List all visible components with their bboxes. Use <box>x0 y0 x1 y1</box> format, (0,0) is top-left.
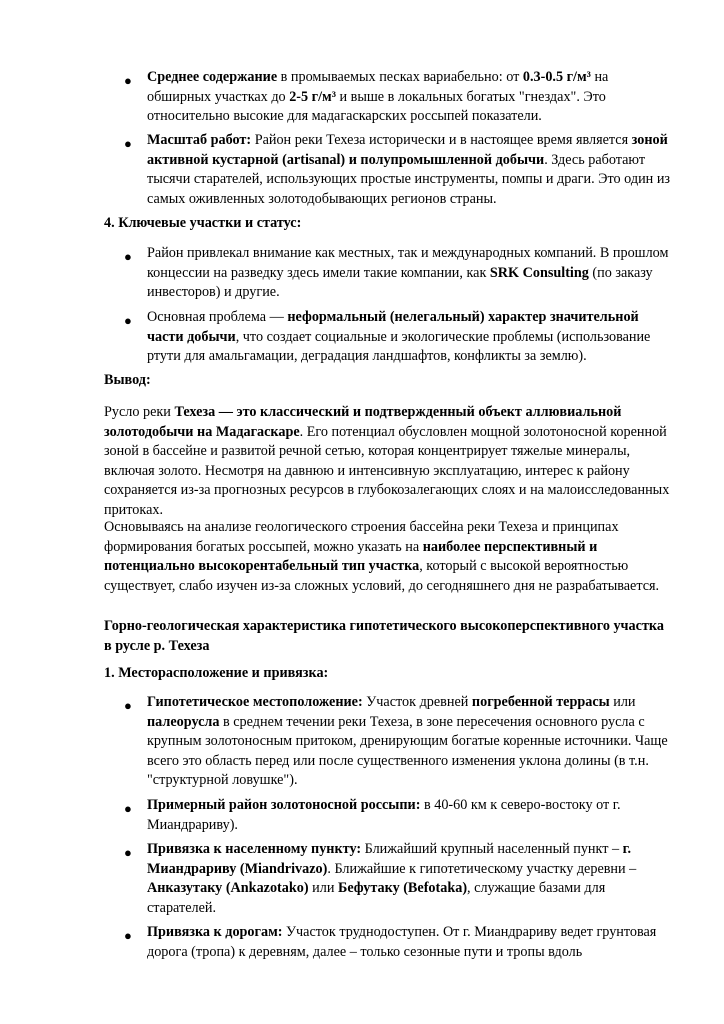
bullet-marker: ● <box>124 73 132 88</box>
bullet-marker: ● <box>124 136 132 151</box>
heading-key-sites: 4. Ключевые участки и статус: <box>104 215 302 231</box>
list-item-hypothetical-location: Гипотетическое местоположение: Участок древней погребенной террасы или палеорусла в среднем течении реки Техеза, в зоне пересечения основного русла с крупным золотоносным притоком, дренирующим богатые коренные источники. Чаще всего это область перед или после существенного изменения уклона долины (в т.н. "структурной ловушке"). <box>147 694 668 788</box>
list-item-placer-area: Примерный район золотоносной россыпи: в 40-60 км к северо-востоку от г. Миандрариву). <box>147 797 621 833</box>
list-item-settlement: Привязка к населенному пункту: Ближайший крупный населенный пункт – г. Миандрариву (Miandrivazo). Ближайшие к гипотетическому участку деревни – Анказутаку (Ankazotako) или Бефутаку (Befotaka), служащие базами для старателей. <box>147 841 637 916</box>
bullet-marker: ● <box>124 313 132 328</box>
list-item-roads: Привязка к дорогам: Участок труднодоступен. От г. Миандрариву ведет грунтовая дорога (тропа) к деревням, далее – только сезонные пути и тропы вдоль <box>147 924 657 960</box>
bullet-marker: ● <box>124 249 132 264</box>
heading-conclusion: Вывод: <box>104 372 151 388</box>
bullet-marker: ● <box>124 698 132 713</box>
bullet-marker: ● <box>124 845 132 860</box>
list-item-main-problem: Основная проблема — неформальный (нелегальный) характер значительной части добычи, что создает социальные и экологические проблемы (использование ртути для амальгамации, деградация ландшафтов, конфликты за землю). <box>147 309 651 364</box>
list-item-average-content: Среднее содержание в промываемых песках вариабельно: от 0.3-0.5 г/м³ на обширных участках до 2-5 г/м³ и выше в локальных богатых "гнездах". Это относительно высокие для мадагаскарских россыпей показатели. <box>147 69 609 124</box>
list-item-scale-of-work: Масштаб работ: Район реки Техеза исторически и в настоящее время является зоной активной кустарной (artisanal) и полупромышленной добычи. Здесь работают тысячи старателей, использующих простые инструменты, помпы и драги. Это один из самых оживленных золотодобывающих регионов страны. <box>147 132 671 207</box>
list-item-companies: Район привлекал внимание как местных, так и международных компаний. В прошлом концессии на разведку здесь имели такие компании, как SRK Consulting (по заказу инвесторов) и другие. <box>147 245 669 300</box>
bullet-marker: ● <box>124 928 132 943</box>
paragraph-perspective: Основываясь на анализе геологического строения бассейна реки Техеза и принципах формирования богатых россыпей, можно указать на наиболее перспективный и потенциально высокорентабельный тип участка, который с высокой вероятностью существует, слабо изучен из-за сложных условий, до сегодняшнего дня не разрабатывается. <box>104 519 660 594</box>
paragraph-conclusion: Русло реки Техеза — это классический и подтвержденный объект аллювиальной золотодобычи на Мадагаскаре. Его потенциал обусловлен мощной золотоносной коренной зоной в бассейне и развитой речной сетью, которая концентрирует тяжелые минералы, включая золото. Несмотря на давнюю и интенсивную эксплуатацию, интерес к району сохраняется из-за прогнозных ресурсов в глубокозалегающих слоях и на малоисследованных притоках. <box>104 404 670 518</box>
section-title: Горно-геологическая характеристика гипотетического высокоперспективного участка в русле р. Техеза <box>104 618 664 654</box>
bullet-marker: ● <box>124 801 132 816</box>
heading-location: 1. Месторасположение и привязка: <box>104 665 329 681</box>
